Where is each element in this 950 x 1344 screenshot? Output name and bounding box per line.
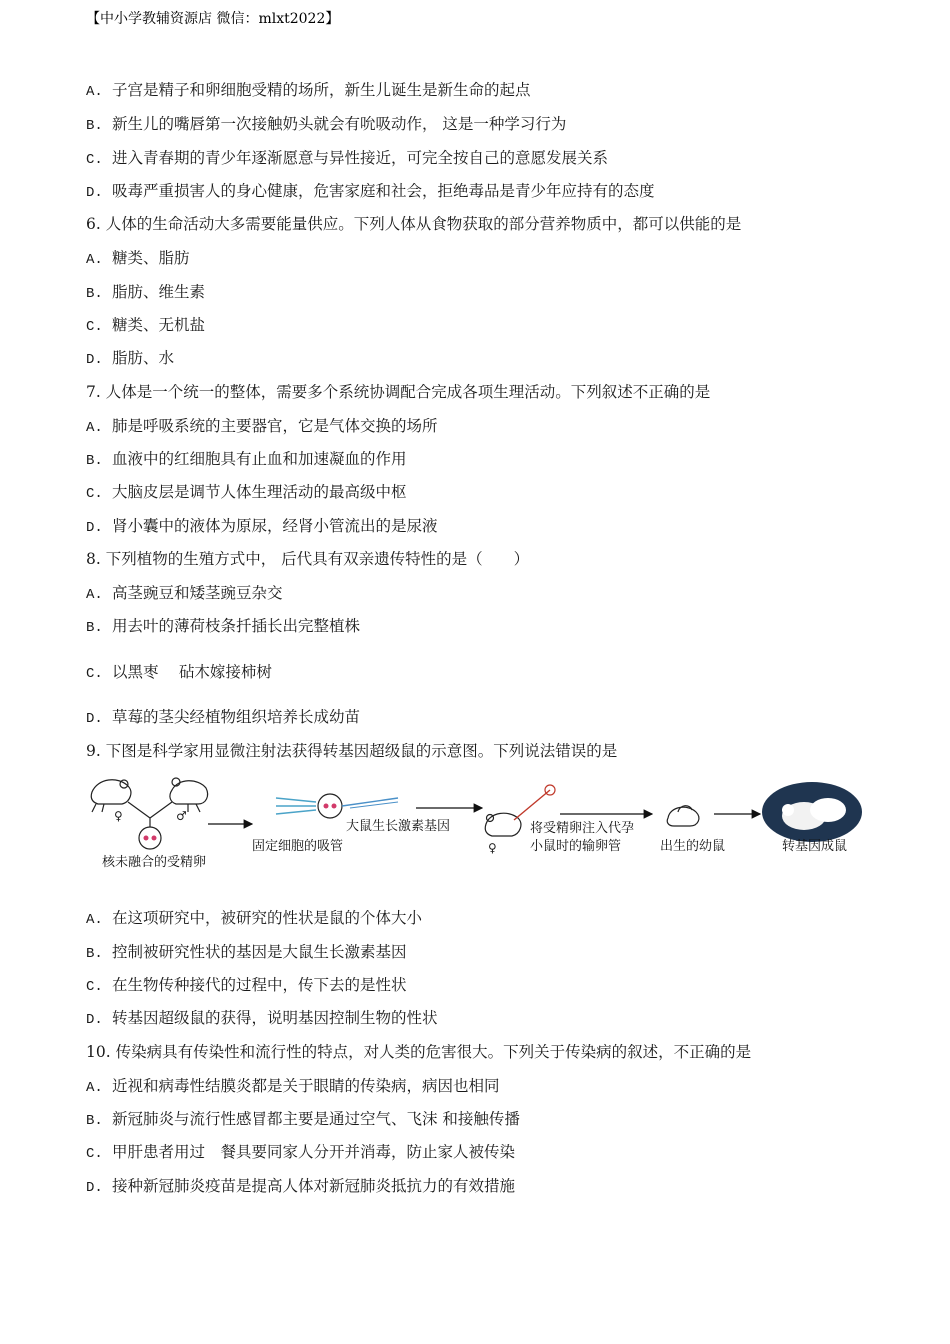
q9-option-c: C. 在生物传种接代的过程中，传下去的是性状 [86, 976, 407, 995]
label-gene: 大鼠生长激素基因 [346, 819, 451, 834]
q6-option-d: D. 脂肪、水 [86, 349, 175, 368]
svg-text:♀: ♀ [488, 841, 497, 855]
q5-option-a: A. 子宫是精子和卵细胞受精的场所，新生儿诞生是新生命的起点 [86, 81, 531, 100]
q5-option-b: B. 新生儿的嘴唇第一次接触奶头就会有吮吸动作， 这是一种学习行为 [86, 115, 567, 134]
transgenic-mouse-diagram [84, 768, 874, 878]
q8-option-a: A. 高茎豌豆和矮茎豌豆杂交 [86, 584, 283, 603]
transgenic-adult-mouse-icon [762, 782, 862, 842]
q8-option-c: C. 以黑枣 砧木嫁接柿树 [86, 663, 272, 682]
q6-stem: 6. 人体的生命活动大多需要能量供应。下列人体从食物获取的部分营养物质中，都可以供能的是 [86, 215, 742, 233]
q6-option-a: A. 糖类、脂肪 [86, 249, 190, 268]
q5-option-c: C. 进入青春期的青少年逐渐愿意与异性接近，可完全按自己的意愿发展关系 [86, 149, 609, 168]
q10-option-d: D. 接种新冠肺炎疫苗是提高人体对新冠肺炎抵抗力的有效措施 [86, 1177, 516, 1196]
q7-option-d: D. 肾小囊中的液体为原尿，经肾小管流出的是尿液 [86, 517, 438, 536]
q5-option-d: D. 吸毒严重损害人的身心健康，危害家庭和社会，拒绝毒品是青少年应持有的态度 [86, 182, 655, 201]
q7-option-c: C. 大脑皮层是调节人体生理活动的最高级中枢 [86, 483, 407, 502]
newborn-pup-icon [667, 806, 699, 826]
holding-pipette-icon [276, 794, 398, 818]
svg-text:♂: ♂ [176, 809, 187, 823]
q9-option-b: B. 控制被研究性状的基因是大鼠生长激素基因 [86, 943, 407, 962]
label-pipette: 固定细胞的吸管 [252, 839, 344, 854]
q10-option-b: B. 新冠肺炎与流行性感冒都主要是通过空气、飞沫 和接触传播 [86, 1110, 520, 1129]
q8-option-b: B. 用去叶的薄荷枝条扦插长出完整植株 [86, 617, 361, 636]
label-zygote: 核未融合的受精卵 [102, 855, 207, 870]
svg-text:♀: ♀ [114, 809, 123, 823]
q10-stem: 10. 传染病具有传染性和流行性的特点，对人类的危害很大。下列关于传染病的叙述，不正确的是 [86, 1043, 752, 1061]
q10-option-c: C. 甲肝患者用过 餐具要同家人分开并消毒，防止家人被传染 [86, 1143, 516, 1162]
parent-mice-icon [91, 778, 207, 832]
fertilized-egg-icon [139, 827, 161, 849]
q7-option-b: B. 血液中的红细胞具有止血和加速凝血的作用 [86, 450, 407, 469]
q9-option-a: A. 在这项研究中，被研究的性状是鼠的个体大小 [86, 909, 423, 928]
label-pup: 出生的幼鼠 [660, 839, 726, 854]
q9-stem: 9. 下图是科学家用显微注射法获得转基因超级鼠的示意图。下列说法错误的是 [86, 742, 618, 760]
label-adult: 转基因成鼠 [782, 839, 848, 854]
q7-option-a: A. 肺是呼吸系统的主要器官，它是气体交换的场所 [86, 417, 438, 436]
q8-option-d: D. 草莓的茎尖经植物组织培养长成幼苗 [86, 708, 361, 727]
label-inject-1: 将受精卵注入代孕 [530, 821, 635, 836]
q6-option-c: C. 糖类、无机盐 [86, 316, 206, 335]
page-header: 【中小学教辅资源店 微信：mlxt2022】 [86, 11, 340, 27]
q9-option-d: D. 转基因超级鼠的获得，说明基因控制生物的性状 [86, 1009, 438, 1028]
q6-option-b: B. 脂肪、维生素 [86, 283, 206, 302]
q8-stem: 8. 下列植物的生殖方式中， 后代具有双亲遗传特性的是（ ） [86, 550, 530, 568]
q10-option-a: A. 近视和病毒性结膜炎都是关于眼睛的传染病，病因也相同 [86, 1077, 500, 1096]
q7-stem: 7. 人体是一个统一的整体，需要多个系统协调配合完成各项生理活动。下列叙述不正确的是 [86, 383, 711, 401]
label-inject-2: 小鼠时的输卵管 [530, 839, 622, 854]
